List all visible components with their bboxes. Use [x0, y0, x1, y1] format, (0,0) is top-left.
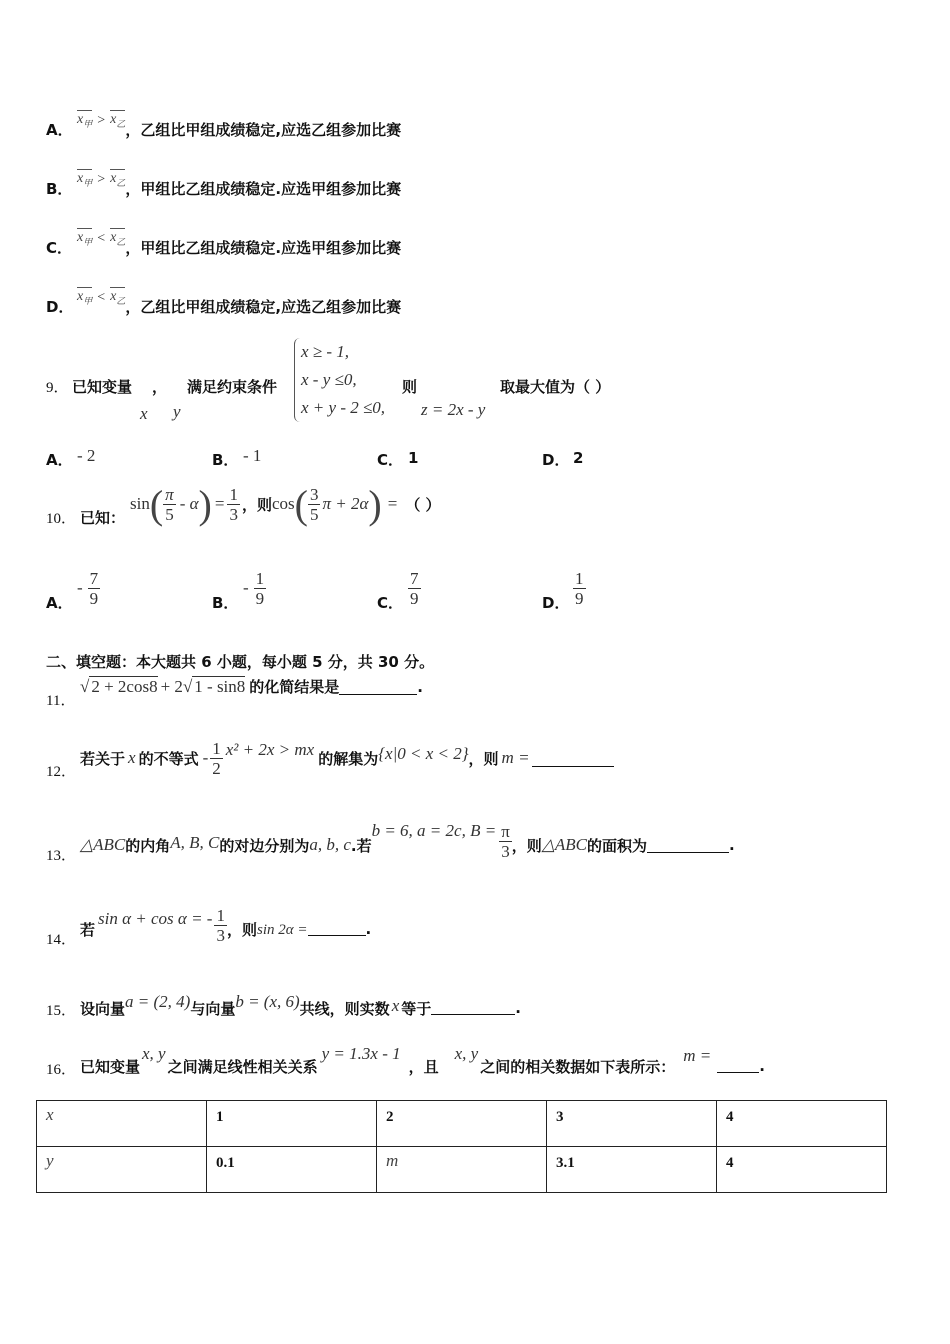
q12-number: 12．	[46, 764, 77, 780]
q10-three: 3	[229, 504, 238, 524]
q10-five-den: 5	[309, 504, 319, 524]
q11-radicand-b: 1 - sin8	[194, 677, 246, 696]
q16-text-4: 之间的相关数据如下表所示：	[480, 1057, 676, 1076]
q15-vector-a: a = (2, 4)	[125, 992, 191, 1011]
q13-text-1: 的内角	[125, 836, 171, 855]
q10-option-label: D．	[542, 594, 570, 612]
q9-text-1: 已知变量	[72, 378, 133, 396]
q9-constraint-1: x ≥ - 1,	[301, 342, 350, 361]
table-row	[37, 1147, 887, 1193]
table-cell: 4	[717, 1147, 887, 1193]
table-cell: 3.1	[547, 1147, 717, 1193]
q12-half	[210, 739, 223, 778]
q10-five: 5	[165, 504, 174, 524]
table-cell: m	[377, 1147, 547, 1193]
q15-text-3: 共线，则实数	[299, 999, 390, 1018]
q10-option-label: C．	[377, 594, 404, 612]
table-cell: x	[37, 1101, 207, 1147]
q16-dot: .	[759, 1057, 765, 1075]
q13-triangle: △ABC	[80, 835, 126, 854]
q12-solution-set: {x|0 < x < 2}	[378, 744, 469, 763]
mean-symbol: $x_乙$	[110, 171, 126, 188]
q16-vars-2: x, y	[454, 1044, 479, 1063]
table-row	[37, 1101, 887, 1147]
q13-text-2: 的对边分别为	[219, 836, 310, 855]
mean-symbol: $x_甲$	[77, 112, 93, 129]
q13-condition: b = 6, a = 2c, B =	[371, 821, 497, 840]
q12-text-3: 的解集为	[318, 749, 379, 768]
q10-one: 1	[229, 484, 238, 504]
q8-option	[46, 160, 401, 200]
q10-three-num: 3	[309, 484, 319, 504]
q15-expression	[80, 984, 521, 1020]
q12-m-equals: m =	[501, 748, 530, 767]
q11-sqrt-sign-2: √	[182, 676, 193, 696]
q9-text-5: 取最大值为（ ）	[500, 378, 611, 396]
q9-option-value: - 1	[243, 446, 262, 465]
q8-option-label: C．	[46, 238, 73, 257]
q9-option-label: D．	[542, 451, 570, 469]
q12-text-2: 的不等式	[138, 749, 199, 768]
q9-option-label: A．	[46, 451, 73, 469]
q10-plus-2alpha: π + 2α	[322, 494, 369, 513]
q14-equation: sin α + cos α = -	[98, 909, 213, 928]
q10-equals: =	[214, 494, 225, 513]
q9-option-value: 2	[573, 449, 584, 467]
mean-symbol: $x_乙$	[110, 289, 126, 306]
table-cell: 0.1	[207, 1147, 377, 1193]
q10-pi: π	[165, 484, 174, 504]
q11-radicand-a: 2 + 2cos8	[91, 677, 158, 696]
q14-one: 1	[216, 905, 225, 925]
q14-three: 3	[216, 925, 225, 945]
q14-number: 14．	[46, 932, 77, 948]
q8-relation: <	[97, 231, 106, 246]
q9-number: 9．	[46, 380, 69, 396]
q10-expression	[130, 478, 441, 530]
q9-constraint-2: x - y ≤0,	[301, 370, 357, 389]
q9-constraint-system	[294, 338, 385, 422]
q10-left-paren: (	[149, 481, 164, 527]
mean-symbol: $x_乙$	[110, 230, 126, 247]
q14-sin2a: sin 2α =	[256, 921, 308, 938]
q14-text-1: 若	[80, 920, 96, 939]
q12-one: 1	[212, 738, 221, 758]
table-cell: 2	[377, 1101, 547, 1147]
q9-option-label: B．	[212, 451, 239, 469]
q8-relation: >	[97, 113, 106, 128]
q15-answer-blank	[431, 998, 515, 1015]
q12-minus: -	[202, 748, 209, 767]
q8-option-label: A．	[46, 120, 73, 139]
q10-left-paren-2: (	[294, 481, 308, 527]
q10-pi-over-5	[163, 485, 176, 524]
q11-sqrt-sign: √	[80, 676, 90, 696]
q10-option-label: B．	[212, 594, 239, 612]
q12-expression	[80, 733, 614, 783]
q10-minus-alpha: - α	[179, 494, 199, 513]
q13-text-4: ，则	[511, 836, 542, 855]
minus-sign: -	[77, 578, 83, 597]
q14-answer-blank	[308, 919, 366, 936]
q10-cos: cos	[271, 494, 295, 513]
q12-text-4: ，则	[468, 749, 499, 768]
q10-option-label: A．	[46, 594, 73, 612]
q16-vars: x, y	[142, 1044, 166, 1063]
q12-text-1: 若关于	[80, 749, 126, 768]
q13-sides: a, b, c	[309, 835, 351, 854]
q15-vector-b: b = (x, 6)	[235, 992, 300, 1011]
q8-option-text: ，甲组比乙组成绩稳定.应选甲组参加比赛	[125, 179, 402, 198]
q8-option-label: D．	[46, 297, 74, 316]
q16-text-2: 之间满足线性相关关系	[167, 1057, 318, 1076]
q10-option-value	[408, 566, 421, 610]
section-2-heading: 二、填空题：本大题共 6 小题，每小题 5 分，共 30 分。	[46, 653, 435, 671]
table-cell: 1	[207, 1101, 377, 1147]
q11-text: 的化简结果是	[249, 678, 340, 696]
fraction: $\frac{1}{9}$	[575, 568, 584, 608]
q14-dot: .	[365, 920, 372, 938]
q16-number: 16．	[46, 1062, 77, 1078]
q16-data-table	[36, 1100, 887, 1193]
q16-text-1: 已知变量	[80, 1057, 141, 1076]
q16-expression	[80, 1040, 765, 1080]
q8-option	[46, 219, 401, 259]
q10-text-3: （ ）	[405, 495, 441, 514]
mean-symbol: $x_乙$	[110, 112, 126, 129]
q10-text-2: ，则	[241, 495, 272, 514]
q8-option	[46, 278, 401, 318]
q11-number: 11．	[46, 693, 76, 709]
q8-option-text: ，甲组比乙组成绩稳定.应选甲组参加比赛	[125, 238, 402, 257]
q10-option-value	[243, 566, 266, 610]
q9-option-value: 1	[408, 449, 419, 467]
q10-text-1: 已知：	[80, 509, 126, 527]
q13-three: 3	[501, 841, 510, 861]
q9-objective: z = 2x - y	[421, 400, 486, 419]
q13-angles: A, B, C	[170, 833, 220, 852]
q15-text-2: 与向量	[190, 999, 236, 1018]
fraction: $\frac{7}{9}$	[410, 568, 419, 608]
q13-dot: .	[729, 836, 735, 854]
q10-right-paren-2: )	[368, 481, 382, 527]
q15-number: 15．	[46, 1003, 77, 1019]
table-cell: 4	[717, 1101, 887, 1147]
q8-option-label: B．	[46, 179, 73, 198]
q12-inequality: x² + 2x > mx	[225, 740, 315, 759]
q12-two: 2	[212, 758, 221, 778]
q9-text-4: 则	[402, 378, 418, 396]
fraction: $\frac{7}{9}$	[89, 568, 99, 608]
q10-sin: sin	[130, 494, 150, 513]
q13-pi: π	[501, 821, 510, 841]
q8-relation: >	[97, 172, 106, 187]
q15-var-x: x	[391, 996, 400, 1015]
q16-text-3: ，且	[408, 1057, 439, 1076]
minus-sign: -	[243, 578, 249, 597]
q9-text-3: 满足约束条件	[187, 378, 278, 396]
q14-text-2: ，则	[226, 920, 257, 939]
q13-pi-over-3	[499, 822, 512, 861]
q8-option	[46, 101, 401, 141]
q8-relation: <	[97, 290, 106, 305]
q10-equals-2: =	[387, 494, 398, 513]
q13-text-3: .若	[350, 836, 372, 855]
q10-option-value	[573, 566, 586, 610]
mean-symbol: $x_甲$	[77, 289, 93, 306]
q9-option-label: C．	[377, 451, 404, 469]
q11-plus-2: + 2	[160, 676, 183, 696]
q10-one-third	[227, 485, 240, 524]
table-cell: y	[37, 1147, 207, 1193]
q16-relation: y = 1.3x - 1	[321, 1044, 401, 1063]
q8-option-text: ，乙组比甲组成绩稳定,应选乙组参加比赛	[125, 120, 402, 139]
q9-var-x: x	[140, 404, 148, 423]
q13-text-5: 的面积为	[586, 836, 647, 855]
q15-dot: .	[515, 999, 521, 1017]
mean-symbol: $x_甲$	[77, 230, 93, 247]
table-cell: 3	[547, 1101, 717, 1147]
q13-number: 13．	[46, 848, 77, 864]
q13-triangle-2: △ABC	[541, 835, 587, 854]
q10-option-value	[77, 566, 100, 610]
q14-one-third	[214, 906, 227, 945]
q12-var-x: x	[128, 748, 136, 767]
q9-option-value: - 2	[77, 446, 96, 465]
q13-answer-blank	[647, 834, 729, 853]
q11-expression	[80, 676, 423, 697]
q11-dot: .	[417, 677, 423, 696]
q13-expression	[80, 815, 735, 867]
q12-answer-blank	[532, 750, 614, 767]
mean-symbol: $x_甲$	[77, 171, 93, 188]
q10-right-paren: )	[198, 481, 212, 527]
q9-var-y: y	[173, 402, 181, 421]
q9-constraint-3: x + y - 2 ≤0,	[301, 398, 386, 417]
q8-option-text: ，乙组比甲组成绩稳定,应选乙组参加比赛	[125, 297, 402, 316]
q10-three-fifths	[308, 485, 321, 524]
q14-expression	[80, 900, 371, 950]
q15-text-4: 等于	[401, 999, 432, 1018]
q16-m-equals: m =	[683, 1046, 712, 1065]
q9-text-2: ，	[152, 378, 168, 396]
q16-answer-blank	[717, 1056, 759, 1073]
q11-answer-blank	[339, 678, 417, 695]
q10-number: 10．	[46, 511, 77, 527]
q15-text-1: 设向量	[80, 999, 126, 1018]
fraction: $\frac{1}{9}$	[255, 568, 265, 608]
